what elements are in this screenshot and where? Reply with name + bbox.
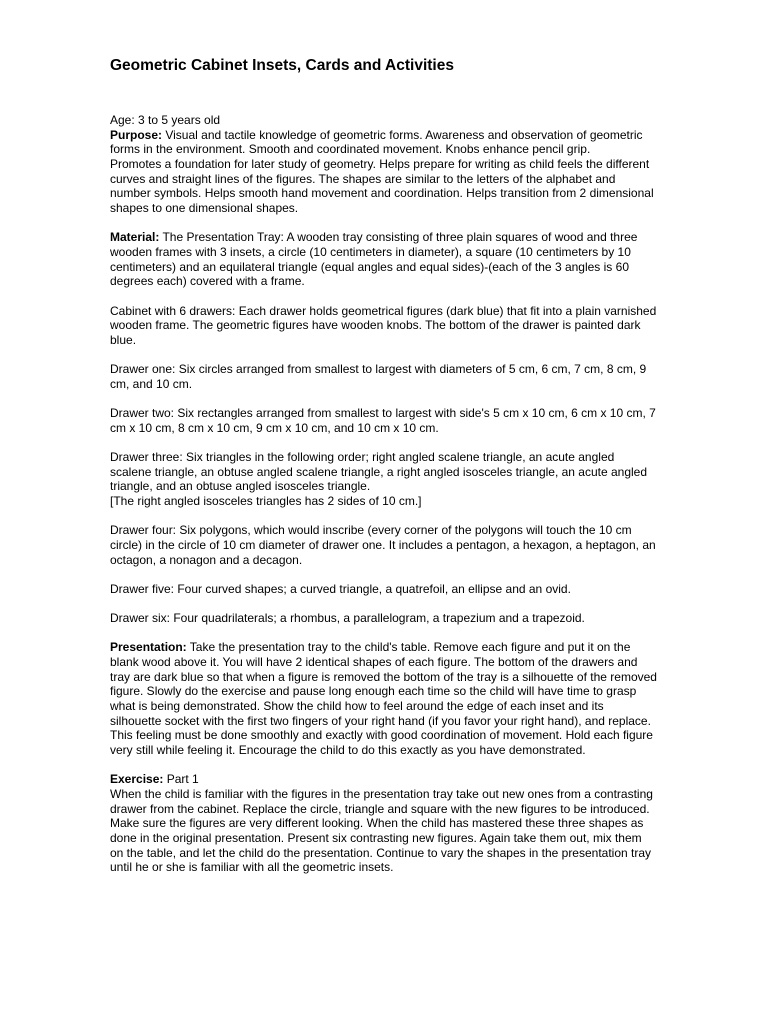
age-line: Age: 3 to 5 years old [110, 113, 221, 127]
purpose-section [110, 113, 658, 216]
purpose-label: Purpose: [110, 127, 163, 142]
drawer-five-paragraph: Drawer five: Four curved shapes; a curved triangle, a quatrefoil, an ellipse and an ovid. [110, 581, 571, 596]
material-text: The Presentation Tray: A wooden tray consisting of three plain squares of wood and three wooden frames with 3 insets, a circle (10 centimeters in diameter), a square (10 centimeters by 10 centimeters) and an equilateral triangle (equal angles and equal sides)-(each of the 3 angles is 60 degrees each) covered with a frame. [110, 230, 638, 289]
presentation-text: Take the presentation tray to the child's table. Remove each figure and put it on the blank wood above it. You will have 2 identical shapes of each figure. The bottom of the drawers and tray are dark blue so that when a figure is removed the bottom of the tray is a silhouette of the removed figure. Slowly do the exercise and pause long enough each time so the child will have time to grasp what is being demonstrated. Show the child how to feel around the edge of each inset and its silhouette socket with the first two fingers of your right hand (if you favor your right hand), and replace. This feeling must be done smoothly and exactly with good coordination of movement. Hold each figure very still while feeling it. Encourage the child to do this exactly as you have demonstrated. [110, 640, 657, 758]
presentation-label: Presentation: [110, 640, 187, 655]
presentation-section [110, 640, 658, 757]
document-page [110, 56, 658, 890]
purpose-text-continued: Promotes a foundation for later study of geometry. Helps prepare for writing as child feels the different curves and straight lines of the figures. The shapes are similar to the letters of the alphabet and number symbols. Helps smooth hand movement and coordination. Helps transition from 2 dimensional shapes to one dimensional shapes. [110, 156, 654, 215]
cabinet-paragraph: Cabinet with 6 drawers: Each drawer holds geometrical figures (dark blue) that fit into a plain varnished wooden frame. The geometric figures have wooden knobs. The bottom of the drawer is painted dark blue. [110, 303, 657, 347]
material-label: Material: [110, 230, 160, 245]
exercise-label: Exercise: [110, 772, 164, 787]
drawer-three-text: Drawer three: Six triangles in the following order; right angled scalene triangle, an acute angled scalene triangle, an obtuse angled scalene triangle, a right angled isosceles triangle, an acute angled triangle, and an obtuse angled isosceles triangle. [110, 450, 648, 494]
drawer-three-note: [The right angled isosceles triangles has 2 sides of 10 cm.] [110, 493, 422, 508]
material-section [110, 230, 658, 289]
document-title: Geometric Cabinet Insets, Cards and Activities [110, 57, 454, 74]
drawer-one-paragraph: Drawer one: Six circles arranged from smallest to largest with diameters of 5 cm, 6 cm, 7 cm, 8 cm, 9 cm, and 10 cm. [110, 362, 647, 391]
drawer-three-paragraph [110, 450, 658, 509]
drawer-two-paragraph: Drawer two: Six rectangles arranged from smallest to largest with side's 5 cm x 10 cm, 6 cm x 10 cm, 7 cm x 10 cm, 8 cm x 10 cm, 9 cm x 10 cm, and 10 cm x 10 cm. [110, 406, 656, 435]
drawer-four-paragraph: Drawer four: Six polygons, which would inscribe (every corner of the polygons will touch the 10 cm circle) in the circle of 10 cm diameter of drawer one. It includes a pentagon, a hexagon, a heptagon, an octagon, a nonagon and a decagon. [110, 523, 656, 567]
drawer-six-paragraph: Drawer six: Four quadrilaterals; a rhombus, a parallelogram, a trapezium and a trapezoid. [110, 611, 585, 626]
purpose-text: Visual and tactile knowledge of geometric forms. Awareness and observation of geometric forms in the environment. Smooth and coordinated movement. Knobs enhance pencil grip. [110, 127, 643, 157]
exercise-text: When the child is familiar with the figures in the presentation tray take out new ones from a contrasting drawer from the cabinet. Replace the circle, triangle and square with the new figures to be introduced. Make sure the figures are very different looking. When the child has mastered these three shapes as done in the original presentation. Present six contrasting new figures. Again take them out, mix them on the table, and let the child do the presentation. Continue to vary the shapes in the presentation tray until he or she is familiar with all the geometric insets. [110, 787, 653, 875]
exercise-section [110, 772, 658, 875]
exercise-part: Part 1 [163, 772, 199, 787]
